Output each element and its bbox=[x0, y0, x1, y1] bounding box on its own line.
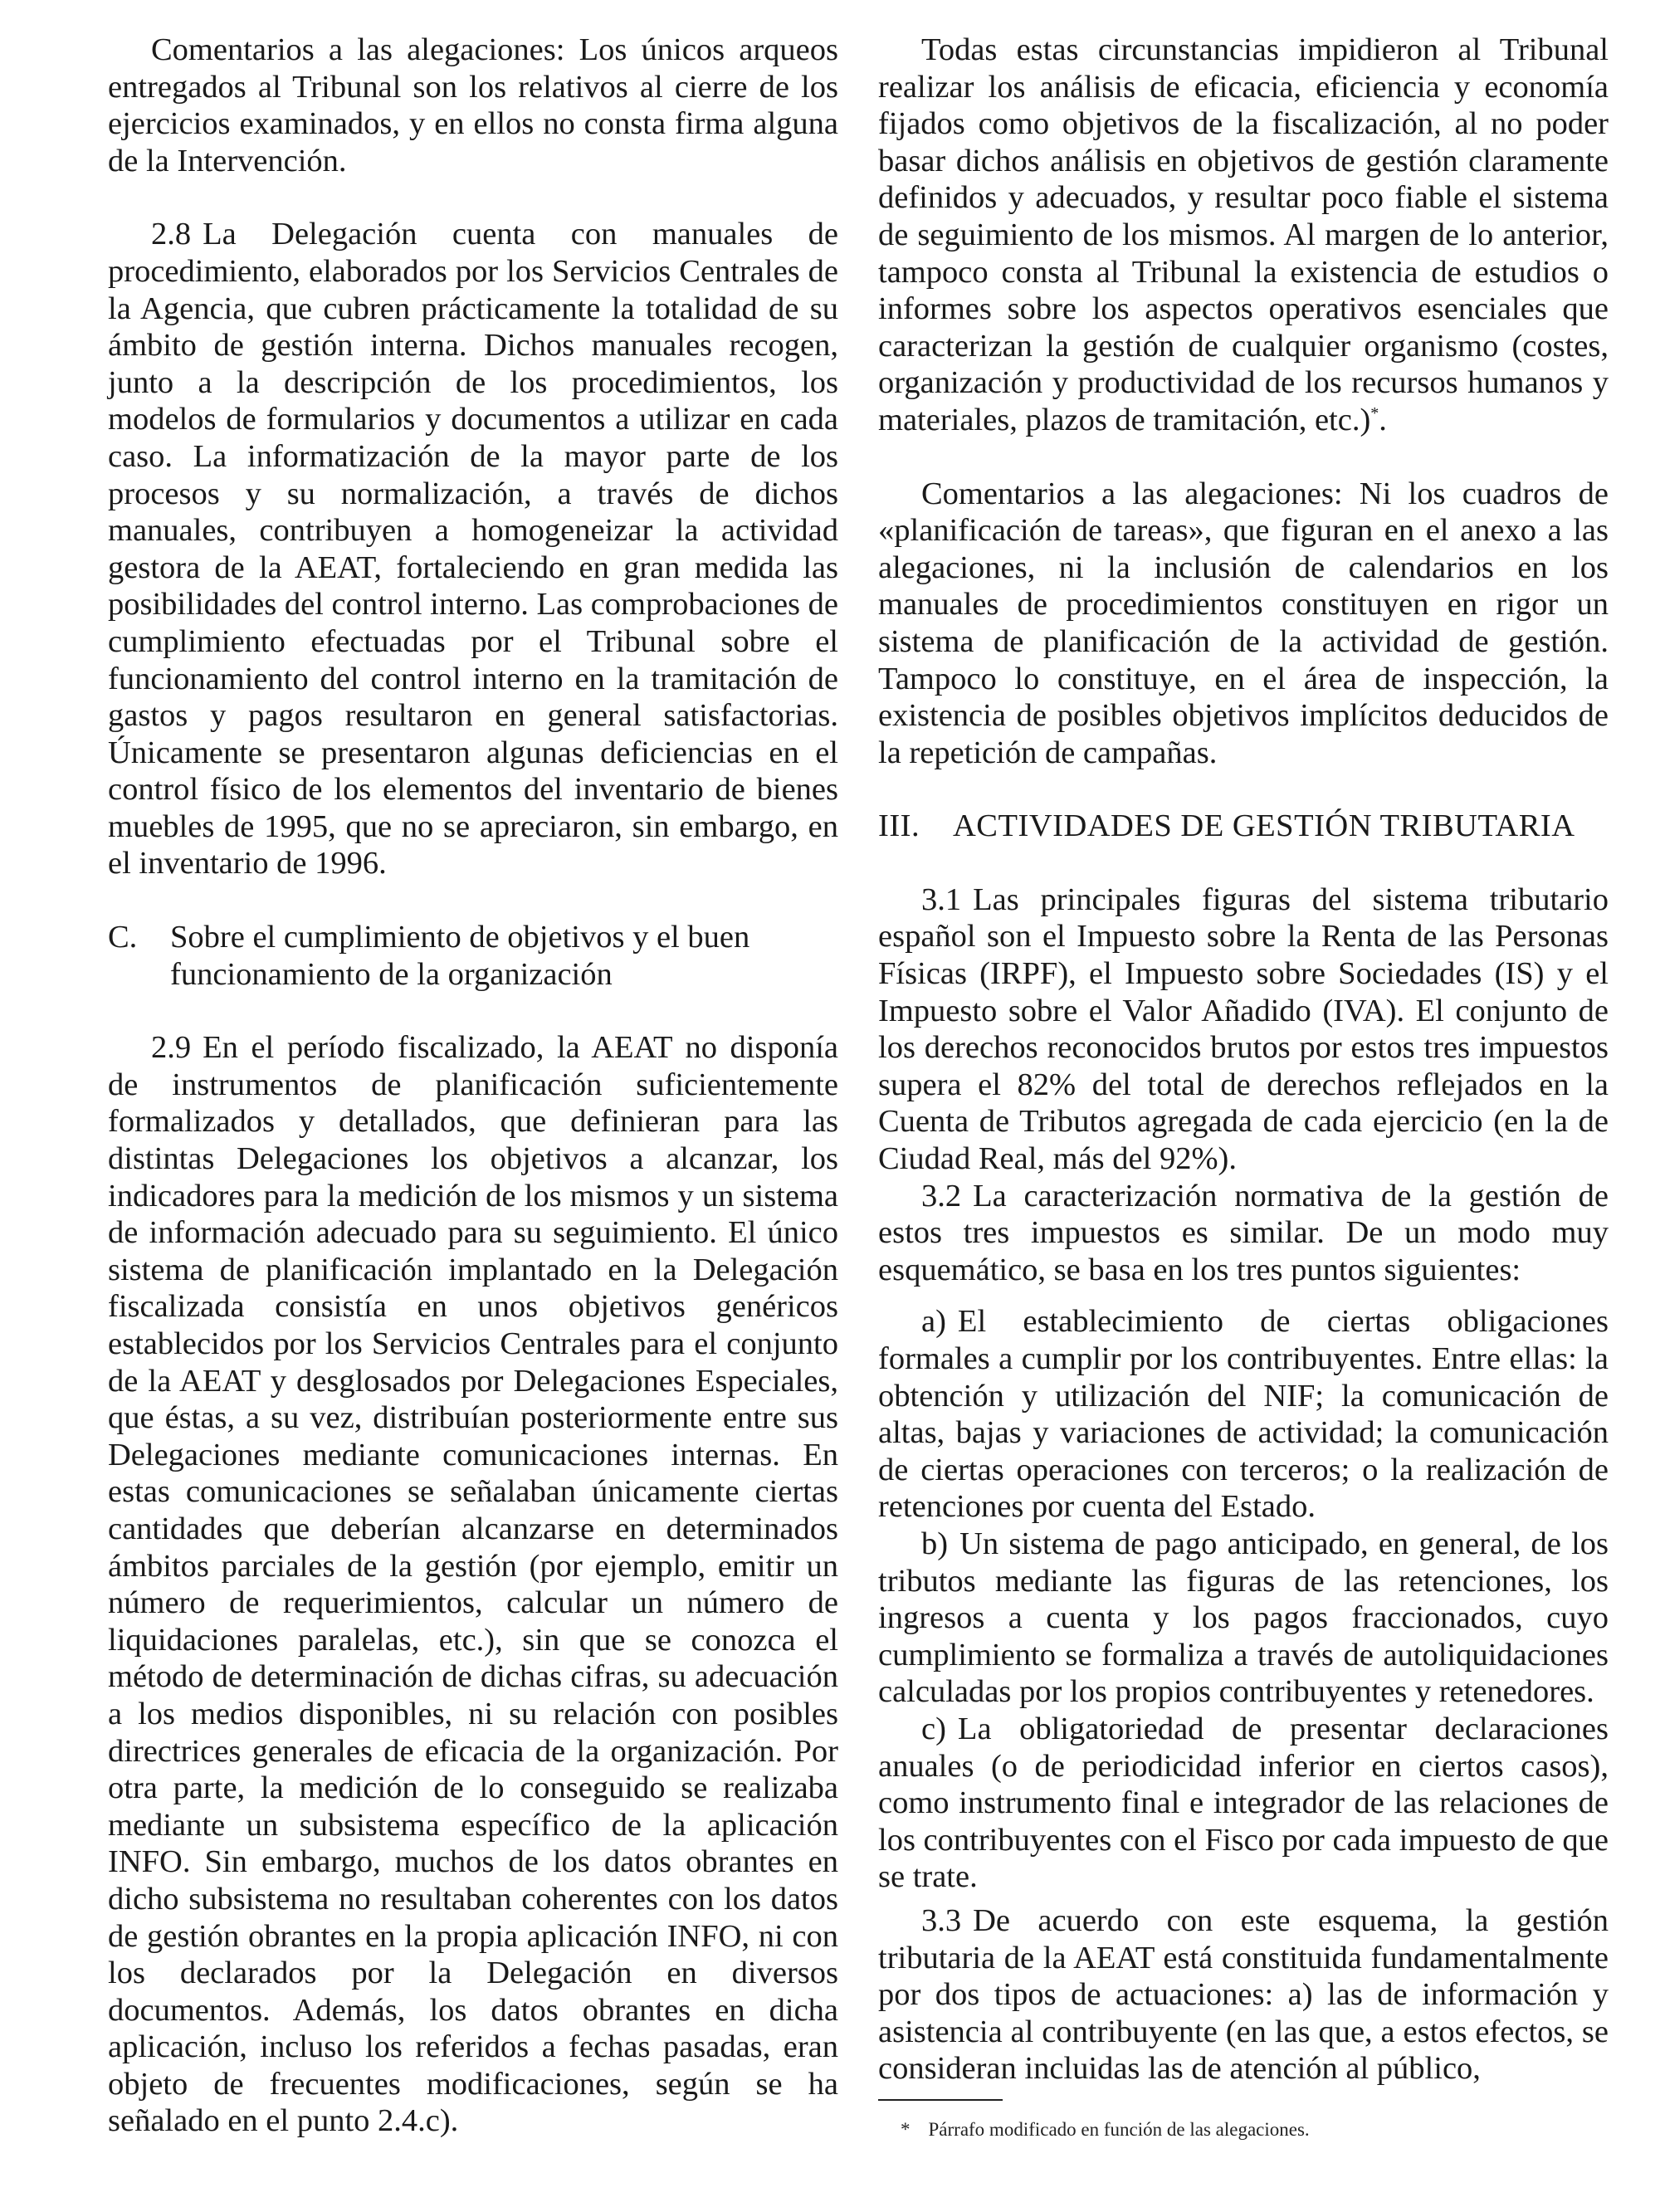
paragraph-3-1 bbox=[878, 881, 1609, 1178]
paragraph-number: 3.1 bbox=[921, 881, 962, 917]
section-title: Sobre el cumplimiento de objetivos y el buen funcionamiento de la organización bbox=[170, 920, 750, 992]
paragraph-c bbox=[878, 1711, 1609, 1896]
paragraph-a bbox=[878, 1303, 1609, 1526]
paragraph-circunstancias bbox=[878, 32, 1609, 439]
paragraph-number: 2.9 bbox=[151, 1030, 192, 1066]
section-mark: C. bbox=[108, 920, 138, 955]
paragraph-text: El establecimiento de ciertas obligaciones formales a cumplir por los contribuyentes. Entre ellas: la obtención y utilización del NIF; la comunicación de altas, bajas y variaciones de actividad; la comunicación de ciertas operaciones con terceros; o la realización de retenciones por cuenta del Estado. bbox=[878, 1304, 1609, 1525]
footnote-text: Párrafo modificado en función de las alegaciones. bbox=[928, 2119, 1310, 2140]
footnote-rule bbox=[878, 2099, 1003, 2101]
item-mark: b) bbox=[921, 1526, 949, 1561]
left-column bbox=[108, 32, 838, 2140]
paragraph-end: . bbox=[1379, 402, 1387, 437]
section-heading-iii bbox=[878, 808, 1609, 845]
paragraph-2-8 bbox=[108, 216, 838, 882]
item-mark: a) bbox=[921, 1304, 946, 1340]
paragraph-3-3 bbox=[878, 1902, 1609, 2087]
paragraph-text: La obligatoriedad de presentar declaraciones anuales (o de periodicidad inferior en ciertos casos), como instrumento final e integrador de las relaciones de los contribuyentes con el Fisco por cada impuesto de que se trate. bbox=[878, 1711, 1609, 1895]
item-mark: c) bbox=[921, 1711, 946, 1746]
paragraph-text: En el período fiscalizado, la AEAT no disponía de instrumentos de planificación suficientemente formalizados y detallados, que definieran para las distintas Delegaciones los objetivos a alcanzar, los indicadores para la medición de los mismos y un sistema de información adecuado para su seguimiento. El único sistema de planificación implantado en la Delegación fiscalizada consistía en unos objetivos genéricos establecidos por los Servicios Centrales para el conjunto de la AEAT y desglosados por Delegaciones Especiales, que éstas, a su vez, distribuían posteriormente entre sus Delegaciones mediante comunicaciones internas. En estas comunicaciones se señalaban únicamente ciertas cantidades que deberían alcanzarse en determinados ámbitos parciales de la gestión (por ejemplo, emitir un número de requerimientos, calcular un número de liquidaciones paralelas, etc.), sin que se conozca el método de determinación de dichas cifras, su adecuación a los medios disponibles, ni su relación con posibles directrices generales de eficacia de la organización. Por otra parte, la medición de lo conseguido se realizaba mediante un subsistema específico de la aplicación INFO. Sin embargo, muchos de los datos obrantes en dicho subsistema no resultaban coherentes con los datos de gestión obrantes en la propia aplicación INFO, ni con los declarados por la Delegación en diversos documentos. Además, los datos obrantes en dicha aplicación, incluso los referidos a fechas pasadas, eran objeto de frecuentes modificaciones, según se ha señalado en el punto 2.4.c). bbox=[108, 1030, 838, 2139]
section-mark: III. bbox=[878, 808, 920, 844]
paragraph-comentarios-1: Comentarios a las alegaciones: Los únicos arqueos entregados al Tribunal son los relativos al cierre de los ejercicios examinados, y en ellos no consta firma alguna de la Intervención. bbox=[108, 32, 838, 178]
paragraph-text: Todas estas circunstancias impidieron al Tribunal realizar los análisis de eficacia, eficiencia y economía fijados como objetivos de la fiscalización, al no poder basar dichos análisis en objetivos de gestión claramente definidos y adecuados, y resultar poco fiable el sistema de seguimiento de los mismos. Al margen de lo anterior, tampoco consta al Tribunal la existencia de estudios o informes sobre los aspectos operativos esenciales que caracterizan la gestión de cualquier organismo (costes, organización y productividad de los recursos humanos y materiales, plazos de tramitación, etc.) bbox=[878, 32, 1609, 437]
paragraph-number: 2.8 bbox=[151, 217, 192, 252]
section-title: ACTIVIDADES DE GESTIÓN TRIBUTARIA bbox=[953, 808, 1575, 844]
paragraph-text: De acuerdo con este esquema, la gestión tributaria de la AEAT está constituida fundamentalmente por dos tipos de actuaciones: a) las de información y asistencia al contribuyente (en las que, a estos efectos, se consideran incluidas las de atención al público, bbox=[878, 1902, 1609, 2087]
paragraph-b bbox=[878, 1526, 1609, 1711]
footnote bbox=[901, 2118, 1310, 2141]
paragraph-number: 3.2 bbox=[921, 1178, 962, 1213]
paragraph-2-9 bbox=[108, 1029, 838, 2140]
right-column bbox=[878, 32, 1609, 2087]
paragraph-text: La Delegación cuenta con manuales de procedimiento, elaborados por los Servicios Centrales de la Agencia, que cubren prácticamente la totalidad de su ámbito de gestión interna. Dichos manuales recogen, junto a la descripción de los procedimientos, los modelos de formularios y documentos a utilizar en cada caso. La informatización de la mayor parte de los procesos y su normalización, a través de dichos manuales, contribuyen a homogeneizar la actividad gestora de la AEAT, fortaleciendo en gran medida las posibilidades del control interno. Las comprobaciones de cumplimiento efectuadas por el Tribunal sobre el funcionamiento del control interno en la tramitación de gastos y pagos resultaron en general satisfactorias. Únicamente se presentaron algunas deficiencias en el control físico de los elementos del inventario de bienes muebles de 1995, que no se apreciaron, sin embargo, en el inventario de 1996. bbox=[108, 217, 838, 881]
paragraph-comentarios-2: Comentarios a las alegaciones: Ni los cuadros de «planificación de tareas», que figuran en el anexo a las alegaciones, ni la inclusión de calendarios en los manuales de procedimientos constituyen en rigor un sistema de planificación de la actividad de gestión. Tampoco lo constituye, en el área de inspección, la existencia de posibles objetivos implícitos deducidos de la repetición de campañas. bbox=[878, 476, 1609, 770]
footnote-mark: * bbox=[901, 2119, 911, 2140]
paragraph-text: La caracterización normativa de la gestión de estos tres impuestos es similar. De un modo muy esquemático, se basa en los tres puntos siguientes: bbox=[878, 1178, 1609, 1287]
section-heading-c bbox=[108, 919, 838, 993]
paragraph-text: Un sistema de pago anticipado, en general, de los tributos mediante las figuras de las retenciones, los ingresos a cuenta y los pagos fraccionados, cuyo cumplimiento se formaliza a través de autoliquidaciones calculadas por los propios contribuyentes y retenedores. bbox=[878, 1526, 1609, 1710]
paragraph-text: Las principales figuras del sistema tributario español son el Impuesto sobre la Renta de las Personas Físicas (IRPF), el Impuesto sobre Sociedades (IS) y el Impuesto sobre el Valor Añadido (IVA). El conjunto de los derechos reconocidos brutos por estos tres impuestos supera el 82% del total de derechos reflejados en la Cuenta de Tributos agregada de cada ejercicio (en la de Ciudad Real, más del 92%). bbox=[878, 881, 1609, 1177]
footnote-ref: * bbox=[1370, 404, 1379, 423]
paragraph-3-2 bbox=[878, 1178, 1609, 1289]
paragraph-number: 3.3 bbox=[921, 1902, 962, 1938]
